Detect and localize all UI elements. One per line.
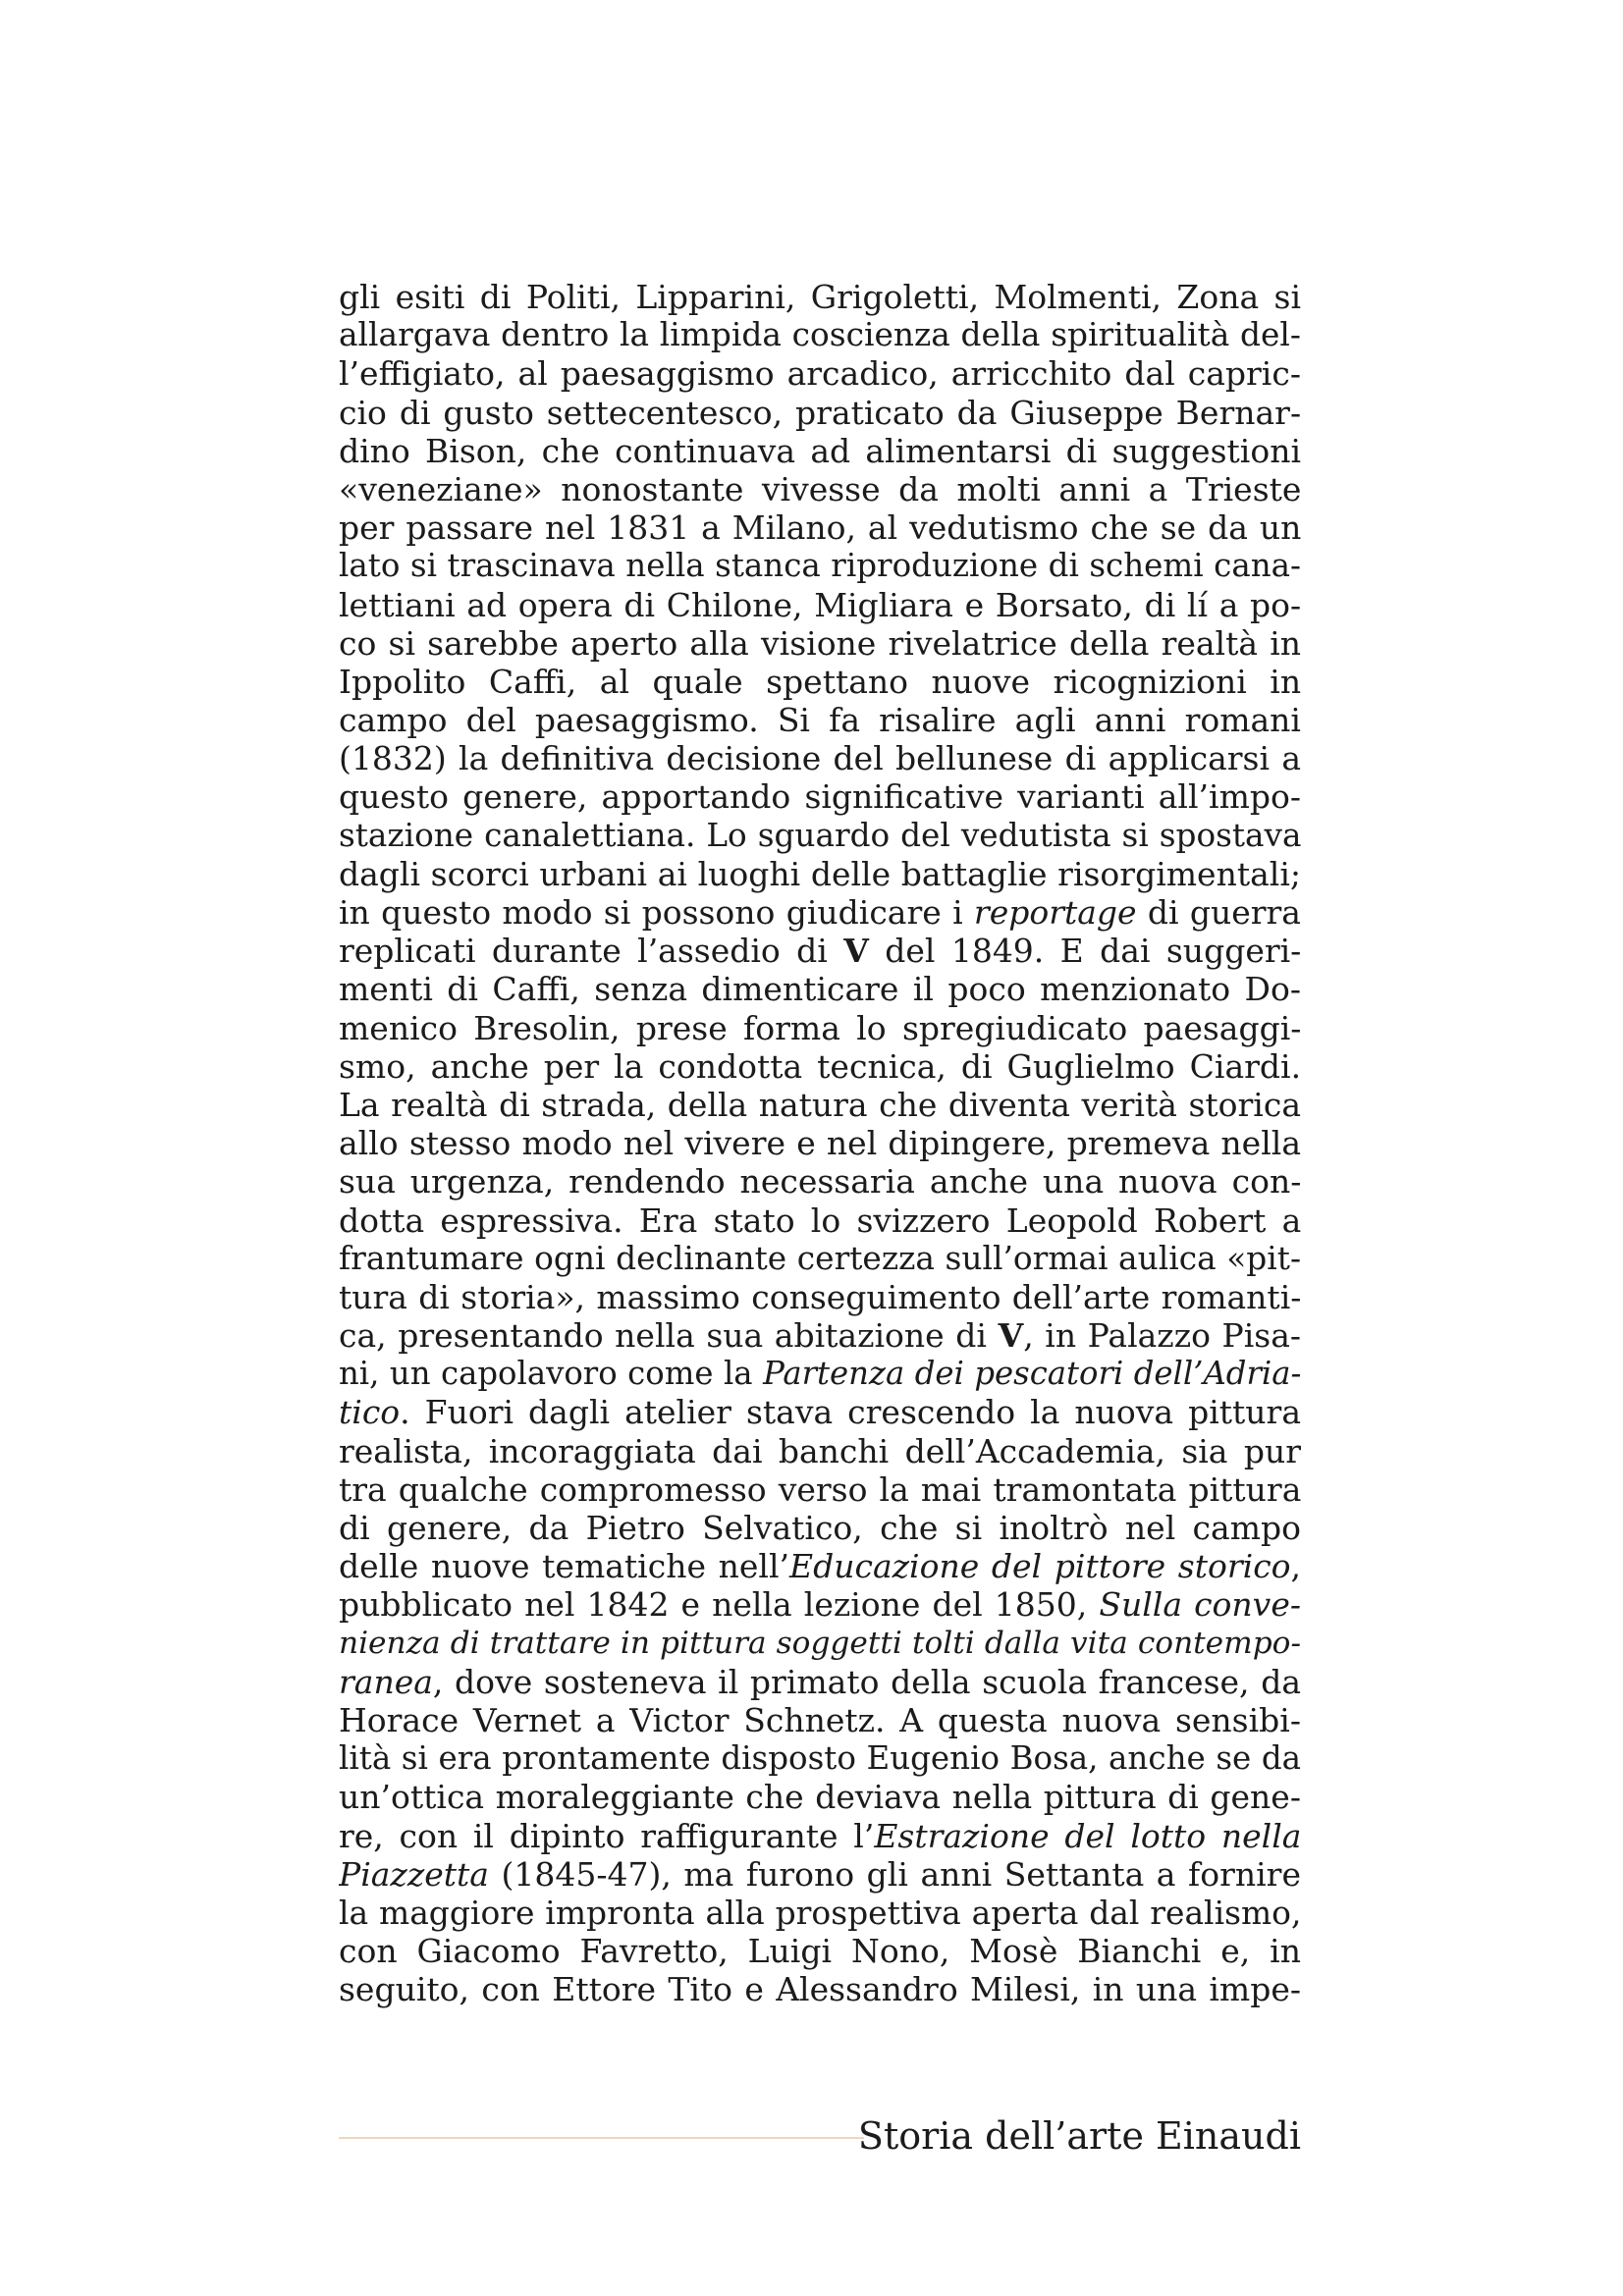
text-line: lettiani ad opera di Chilone, Migliara e Borsato, di lí a po- bbox=[339, 585, 1301, 624]
text-line: di genere, da Pietro Selvatico, che si inoltrò nel campo bbox=[339, 1509, 1301, 1547]
text-line: «veneziane» nonostante vivesse da molti anni a Trieste bbox=[339, 469, 1301, 508]
text-line: un’ottica moraleggiante che deviava nella pittura di gene- bbox=[339, 1778, 1301, 1817]
text-line: ca, presentando nella sua abitazione di V, in Palazzo Pisa- bbox=[339, 1316, 1301, 1356]
text-line: dotta espressiva. Era stato lo svizzero Leopold Robert a bbox=[339, 1201, 1301, 1240]
text-line: lità si era prontamente disposto Eugenio Bosa, anche se da bbox=[339, 1739, 1301, 1778]
text-line: la maggiore impronta alla prospettiva aperta dal realismo, bbox=[339, 1893, 1301, 1932]
text-line: ni, un capolavoro come la Partenza dei pescatori dell’Adria- bbox=[339, 1355, 1301, 1393]
text-line: dagli scorci urbani ai luoghi delle battaglie risorgimentali; bbox=[339, 854, 1301, 893]
text-line: in questo modo si possono giudicare i reportage di guerra bbox=[339, 893, 1301, 932]
text-line: realista, incoraggiata dai banchi dell’Accademia, sia pur bbox=[339, 1431, 1301, 1470]
text-line: re, con il dipinto raffigurante l’Estrazione del lotto nella bbox=[339, 1816, 1301, 1855]
text-line: (1832) la definitiva decisione del bellunese di applicarsi a bbox=[339, 739, 1301, 778]
body-text bbox=[339, 278, 1301, 2008]
italic-title: Sulla conve- bbox=[1099, 1585, 1301, 1625]
text-line: lato si trascinava nella stanca riproduzione di schemi cana- bbox=[339, 547, 1301, 585]
text-line: stazione canalettiana. Lo sguardo del vedutista si spostava bbox=[339, 816, 1301, 854]
text-line: frantumare ogni declinante certezza sull’ormai aulica «pit- bbox=[339, 1239, 1301, 1277]
italic-term: reportage bbox=[973, 893, 1137, 932]
text-line: l’effigiato, al paesaggismo arcadico, arricchito dal capric- bbox=[339, 354, 1301, 394]
italic-title: tico bbox=[339, 1393, 401, 1432]
italic-title: Partenza dei pescatori dell’Adria- bbox=[763, 1355, 1301, 1393]
text-line: tra qualche compromesso verso la mai tramontata pittura bbox=[339, 1469, 1301, 1509]
text-line: delle nuove tematiche nell’Educazione del pittore storico, bbox=[339, 1547, 1301, 1586]
text-line: menico Bresolin, prese forma lo spregiudicato paesaggi- bbox=[339, 1008, 1301, 1047]
footer-publication-title: Storia dell’arte Einaudi bbox=[857, 2114, 1301, 2158]
text-line: con Giacomo Favretto, Luigi Nono, Mosè Bianchi e, in bbox=[339, 1932, 1301, 1971]
italic-title: ranea bbox=[339, 1662, 433, 1701]
text-line: tico. Fuori dagli atelier stava crescendo la nuova pittura bbox=[339, 1393, 1301, 1432]
text-line: gli esiti di Politi, Lipparini, Grigoletti, Molmenti, Zona si bbox=[339, 278, 1301, 316]
footer-divider bbox=[339, 2137, 864, 2139]
text-line: Horace Vernet a Victor Schnetz. A questa nuova sensibi- bbox=[339, 1700, 1301, 1739]
italic-title: Educazione del pittore storico bbox=[789, 1547, 1291, 1586]
bold-abbreviation: V bbox=[998, 1316, 1024, 1356]
text-line: allargava dentro la limpida coscienza della spiritualità del- bbox=[339, 316, 1301, 354]
text-line: ranea, dove sosteneva il primato della scuola francese, da bbox=[339, 1662, 1301, 1701]
bold-abbreviation: V bbox=[843, 932, 869, 971]
text-line: tura di storia», massimo conseguimento dell’arte romanti- bbox=[339, 1277, 1301, 1316]
text-line: allo stesso modo nel vivere e nel dipingere, premeva nella bbox=[339, 1124, 1301, 1163]
text-line: questo genere, apportando significative varianti all’impo- bbox=[339, 777, 1301, 817]
text-line: Piazzetta (1845-47), ma furono gli anni Settanta a fornire bbox=[339, 1854, 1301, 1894]
text-line: dino Bison, che continuava ad alimentarsi di suggestioni bbox=[339, 431, 1301, 470]
text-line: co si sarebbe aperto alla visione rivelatrice della realtà in bbox=[339, 623, 1301, 663]
text-line: replicati durante l’assedio di V del 1849. E dai suggeri- bbox=[339, 932, 1301, 971]
text-line: menti di Caffi, senza dimenticare il poco menzionato Do- bbox=[339, 970, 1301, 1009]
text-line: sua urgenza, rendendo necessaria anche una nuova con- bbox=[339, 1162, 1301, 1201]
italic-title: Piazzetta bbox=[339, 1854, 489, 1894]
text-line: nienza di trattare in pittura soggetti tolti dalla vita contempo- bbox=[339, 1625, 1301, 1661]
page-footer bbox=[339, 2112, 1301, 2162]
text-line: Ippolito Caffi, al quale spettano nuove ricognizioni in bbox=[339, 662, 1301, 701]
text-line: per passare nel 1831 a Milano, al vedutismo che se da un bbox=[339, 508, 1301, 548]
text-line: La realtà di strada, della natura che diventa verità storica bbox=[339, 1085, 1301, 1124]
italic-title: Estrazione del lotto nella bbox=[874, 1816, 1301, 1855]
text-line: seguito, con Ettore Tito e Alessandro Milesi, in una impe- bbox=[339, 1970, 1301, 2009]
text-line: campo del paesaggismo. Si fa risalire agli anni romani bbox=[339, 701, 1301, 740]
text-line: smo, anche per la condotta tecnica, di Guglielmo Ciardi. bbox=[339, 1046, 1301, 1086]
text-line: pubblicato nel 1842 e nella lezione del 1850, Sulla conve- bbox=[339, 1585, 1301, 1625]
text-line: cio di gusto settecentesco, praticato da Giuseppe Bernar- bbox=[339, 393, 1301, 432]
